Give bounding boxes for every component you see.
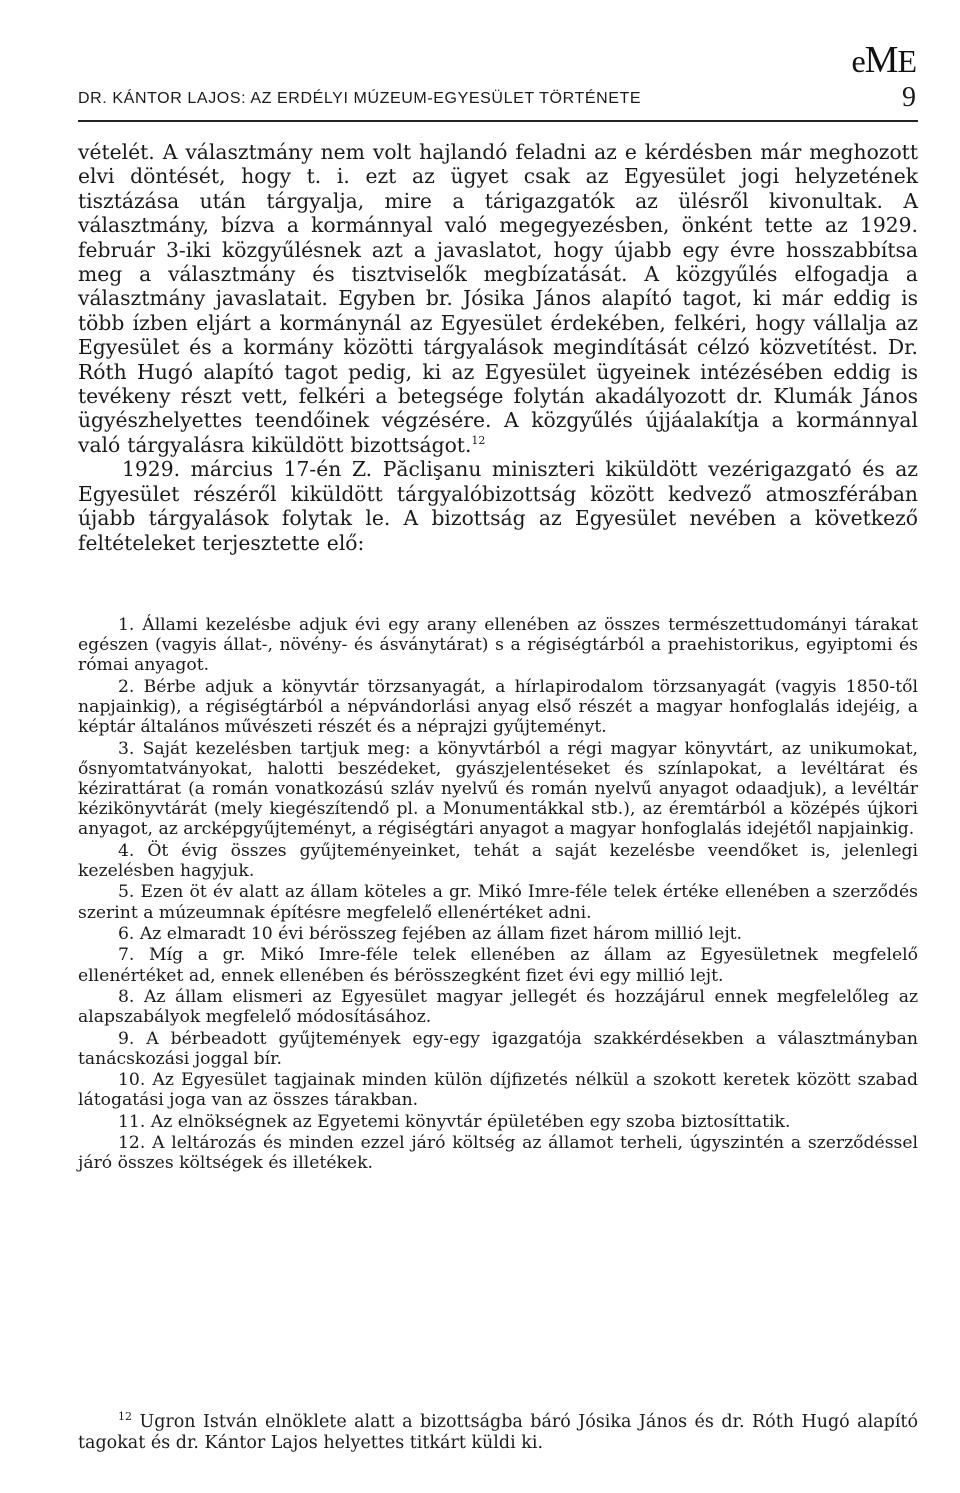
publisher-logo [851, 38, 916, 82]
body-text [78, 140, 918, 555]
logo-letter-e2: E [897, 43, 916, 79]
list-item: 11. Az elnökségnek az Egyetemi könyvtár épületében egy szoba biztosíttatik. [118, 1111, 791, 1132]
logo-letter-m: M [864, 39, 898, 81]
list-item: 4. Öt évig összes gyűjteményeinket, tehát a saját kezelésbe veendőket is, jelenlegi kezelésben hagyjuk. [78, 840, 918, 881]
footnote-marker: 12 [118, 1410, 132, 1424]
list-item: 6. Az elmaradt 10 évi bérösszeg fejében az állam fizet három millió lejt. [118, 923, 743, 944]
list-item: 5. Ezen öt év alatt az állam köteles a gr. Mikó Imre-féle telek értéke ellenében a szerződés szerint a múzeumnak építésre megfelelő ellenértéket adni. [78, 882, 918, 923]
list-item: 7. Míg a gr. Mikó Imre-féle telek ellenében az állam az Egyesületnek megfelelő ellenértéket ad, ennek ellenében és bérösszegként fizet évi egy millió lejt. [78, 945, 918, 986]
footnote [78, 1412, 918, 1454]
page-number: 9 [902, 82, 916, 113]
paragraph-1-text: vételét. A választmány nem volt hajlandó feladni az e kérdésben már meghozott elvi döntését, hogy t. i. ezt az ügyet csak az Egyesület jogi helyzetének tisztázása után tárgyalja, mire a tárigazgatók az ülésről kivonultak. A választmány, bízva a kormánnyal való megegyezésben, önként tette az 1929. február 3-iki közgyűlésnek azt a javaslatot, hogy újabb egy évre hosszabbítsa meg a választmány és tisztviselők megbízatását. A közgyűlés elfogadja a választmány javaslatait. Egyben br. Jósika János alapító tagot, ki már eddig is több ízben eljárt a kormánynál az Egyesület érdekében, felkéri, hogy vállalja az Egyesület és a kormány közötti tárgyalások megindítását célzó közvetítést. Dr. Róth Hugó alapító tagot pedig, ki az Egyesület ügyeinek intézésében eddig is tevékeny részt vett, felkéri a betegsége folytán akadályozott dr. Klumák János ügyészhelyettes teendőinek végzésére. A közgyűlés újjáalakítja a kormánnyal való tárgyalásra kiküldött bizottságot. [78, 140, 918, 457]
list-item: 2. Bérbe adjuk a könyvtár törzsanyagát, a hírlapirodalom törzsanyagát (vagyis 1850-től napjainkig), a régiségtárból a népvándorlási anyag első részét a magyar honfoglalás idejéig, a képtár általános művészeti részét és a néprajzi gyűjteményt. [78, 676, 918, 738]
footnote-paragraph [78, 1412, 918, 1454]
list-item: 9. A bérbeadott gyűjtemények egy-egy igazgatója szakkérdésekben a választmányban tanácskozási joggal bír. [78, 1028, 918, 1069]
footnote-text: Ugron István elnöklete alatt a bizottságba báró Jósika János és dr. Róth Hugó alapító tagokat és dr. Kántor Lajos helyettes titkárt küldi ki. [78, 1412, 918, 1453]
list-item: 10. Az Egyesület tagjainak minden külön díjfizetés nélkül a szokott keretek között szabad látogatási joga van az összes tárakban. [78, 1070, 918, 1111]
paragraph-2: 1929. március 17-én Z. Păclişanu miniszteri kiküldött vezérigazgató és az Egyesület részéről kiküldött tárgyalóbizottság között kedvező atmoszférában újabb tárgyalások folytak le. A bizottság az Egyesület nevében a következő feltételeket terjesztette elő: [78, 457, 918, 555]
list-item: 12. A leltározás és minden ezzel járó költség az államot terheli, úgyszintén a szerződéssel járó összes költségek és illetékek. [78, 1133, 918, 1174]
paragraph-1 [78, 140, 918, 457]
list-item: 8. Az állam elismeri az Egyesület magyar jellegét és hozzájárul ennek megfelelőleg az alapszabályok megfelelő módosításához. [78, 986, 918, 1028]
running-header [78, 82, 918, 122]
logo-letter-e: e [851, 43, 865, 79]
list-item: 3. Saját kezelésben tartjuk meg: a könyvtárból a régi magyar könyvtárt, az unikumokat, ősnyomtatványokat, halotti beszédeket, gyászjelentéseket és színlapokat, a levéltárat és kézirattárat (a román vonatkozású szláv nyelvű és román nyelvű anyagot odaadjuk), a levéltár kézikönyvtárát (mely kiegészítendő pl. a Monumentákkal stb.), az éremtárból a középés újkori anyagot, az arcképgyűjteményt, a régiségtári anyagot a magyar honfoglalás idejétől napjainkig. [78, 738, 918, 840]
footnote-reference: 12 [471, 434, 486, 448]
running-title: DR. KÁNTOR LAJOS: AZ ERDÉLYI MÚZEUM-EGYESÜLET TÖRTÉNETE [78, 90, 642, 107]
list-item: 1. Állami kezelésbe adjuk évi egy arany ellenében az összes természettudományi tárakat egészen (vagyis állat-, növény- és ásványtárat) s a régiségtárból a praehistorikus, egyiptomi és római anyagot. [78, 615, 918, 676]
conditions-list [78, 615, 918, 1175]
